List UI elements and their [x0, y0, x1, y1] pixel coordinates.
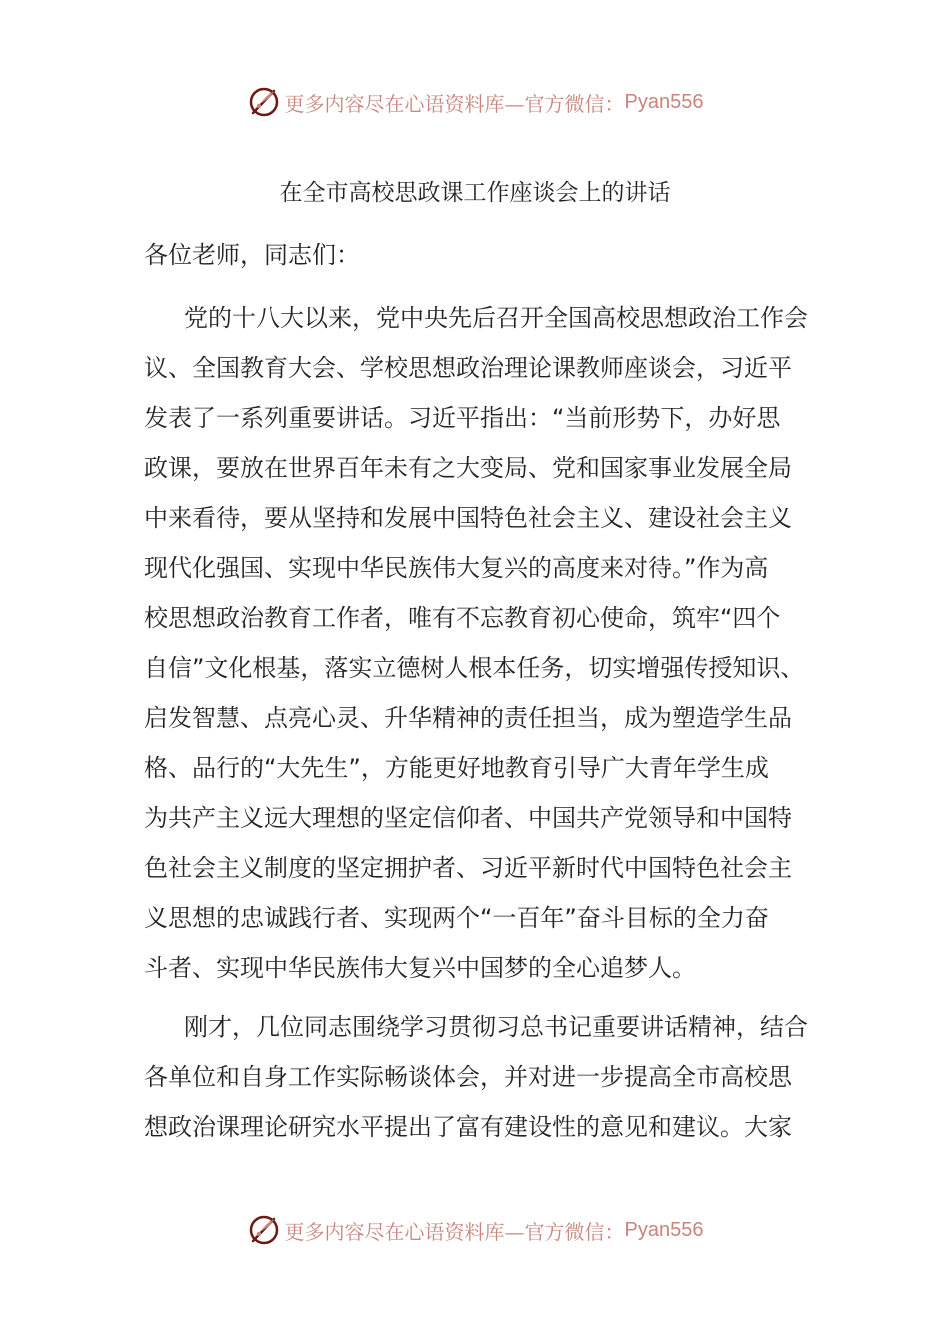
document-title: 在全市高校思政课工作座谈会上的讲话	[279, 180, 671, 206]
paragraph-2	[144, 1002, 824, 1152]
paragraph-line: 现代化强国、实现中华民族伟大复兴的高度来对待。”作为高	[144, 554, 769, 582]
banner-text: 更多内容尽在心语资料库—官方微信：	[284, 1219, 625, 1244]
paragraph-line: 义思想的忠诚践行者、实现两个“一百年”奋斗目标的全力奋	[144, 904, 769, 932]
paragraph-line: 自信”文化根基，落实立德树人根本任务，切实增强传授知识、	[144, 654, 805, 682]
quill-logo-icon	[247, 85, 281, 119]
paragraph-line: 刚才，几位同志围绕学习贯彻习总书记重要讲话精神，结合	[184, 1013, 808, 1041]
paragraph-line: 想政治课理论研究水平提出了富有建设性的意见和建议。大家	[144, 1113, 792, 1141]
paragraph-line: 斗者、实现中华民族伟大复兴中国梦的全心追梦人。	[144, 954, 696, 982]
paragraph-line: 政课，要放在世界百年未有之大变局、党和国家事业发展全局	[144, 454, 792, 482]
paragraph-line: 发表了一系列重要讲话。习近平指出：“当前形势下，办好思	[144, 404, 781, 432]
paragraph-line: 校思想政治教育工作者，唯有不忘教育初心使命，筑牢“四个	[144, 604, 781, 632]
paragraph-line: 为共产主义远大理想的坚定信仰者、中国共产党领导和中国特	[144, 804, 792, 832]
quill-logo-icon	[247, 1213, 281, 1247]
header-banner	[0, 82, 950, 122]
footer-banner	[0, 1210, 950, 1250]
paragraph-line: 党的十八大以来，党中央先后召开全国高校思想政治工作会	[184, 304, 808, 332]
paragraph-1	[144, 293, 824, 993]
wechat-id: Pyan556	[624, 1218, 704, 1241]
paragraph-line: 色社会主义制度的坚定拥护者、习近平新时代中国特色社会主	[144, 854, 792, 882]
paragraph-line: 各单位和自身工作实际畅谈体会，并对进一步提高全市高校思	[144, 1063, 792, 1091]
banner-text: 更多内容尽在心语资料库—官方微信：	[284, 91, 625, 116]
wechat-id: Pyan556	[624, 90, 704, 113]
paragraph-line: 中来看待，要从坚持和发展中国特色社会主义、建设社会主义	[144, 504, 792, 532]
paragraph-line: 启发智慧、点亮心灵、升华精神的责任担当，成为塑造学生品	[144, 704, 792, 732]
paragraph-line: 议、全国教育大会、学校思想政治理论课教师座谈会，习近平	[144, 354, 792, 382]
paragraph-line: 格、品行的“大先生”，方能更好地教育引导广大青年学生成	[144, 754, 769, 782]
greeting: 各位老师，同志们：	[144, 241, 360, 269]
